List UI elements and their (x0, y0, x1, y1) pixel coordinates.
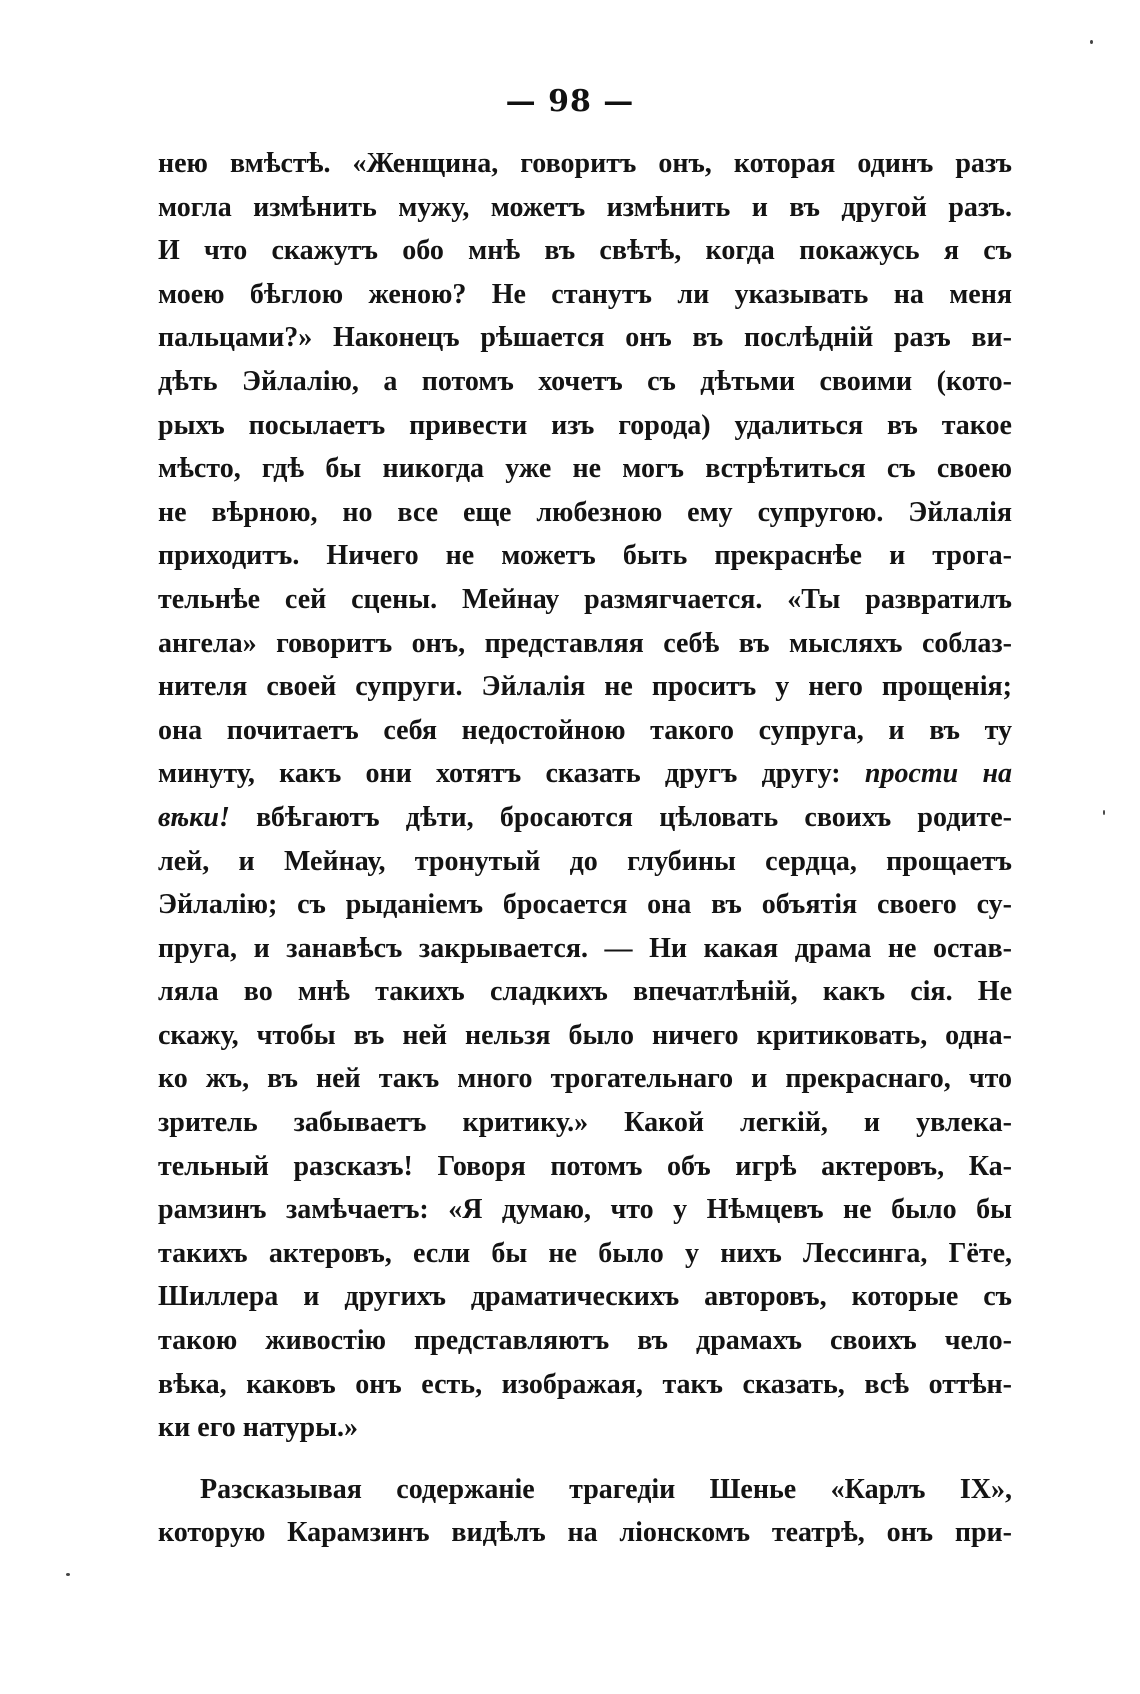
text-line: дѣть Эйлалію, а потомъ хочетъ съ дѣтьми своими (кото- (158, 365, 1012, 397)
text-line: такихъ актеровъ, если бы не было у нихъ Лессинга, Гёте, (158, 1237, 1012, 1269)
text-line: вѣки! вбѣгаютъ дѣти, бросаются цѣловать своихъ родите- (158, 801, 1012, 833)
print-speck (1090, 40, 1093, 44)
text-line: ляла во мнѣ такихъ сладкихъ впечатлѣній, какъ сія. Не (158, 976, 1012, 1008)
text-line: лей, и Мейнау, тронутый до глубины сердца, прощаетъ (158, 845, 1012, 877)
text-line: зритель забываетъ критику.» Какой легкій, и увлека- (158, 1107, 1012, 1139)
text-line: пруга, и занавѣсъ закрывается. — Ни какая драма не остав- (158, 932, 1012, 964)
text-line: Эйлалію; съ рыданіемъ бросается она въ объятія своего су- (158, 889, 1012, 921)
text-line: скажу, чтобы въ ней нельзя было ничего критиковать, одна- (158, 1019, 1012, 1051)
print-speck (1103, 810, 1105, 815)
text-line: нею вмѣстѣ. «Женщина, говоритъ онъ, которая одинъ разъ (158, 148, 1012, 179)
text-line: такою живостію представляютъ въ драмахъ своихъ чело- (158, 1325, 1012, 1357)
text-line: пальцами?» Наконецъ рѣшается онъ въ послѣдній разъ ви- (158, 322, 1012, 354)
text-line: мѣсто, гдѣ бы никогда уже не могъ встрѣтиться съ своею (158, 453, 1012, 485)
print-speck (66, 1573, 70, 1576)
text-line: могла измѣнить мужу, можетъ измѣнить и въ другой разъ. (158, 191, 1012, 223)
text-line: И что скажутъ обо мнѣ въ свѣтѣ, когда покажусь я съ (158, 235, 1012, 267)
text-line: ко жъ, въ ней такъ много трогательнаго и прекраснаго, что (158, 1063, 1012, 1095)
text-line: ангела» говоритъ онъ, представляя себѣ въ мысляхъ соблаз- (158, 627, 1012, 659)
text-line: нителя своей супруги. Эйлалія не проситъ у него прощенія; (158, 671, 1012, 703)
text-line: она почитаетъ себя недостойною такого супруга, и въ ту (158, 714, 1012, 746)
paragraph-first-line: Разсказывая содержаніе трагедіи Шенье «Карлъ IX», (200, 1473, 1012, 1505)
page-number: — 98 — (505, 84, 635, 119)
italic-phrase: прости на (864, 758, 1013, 790)
text-line: рыхъ посылаетъ привести изъ города) удалиться въ такое (158, 409, 1012, 441)
text-line: тельнѣе сей сцены. Мейнау размягчается. «Ты развратилъ (158, 583, 1012, 615)
text-line: минуту, какъ они хотятъ сказать другъ другу: прости на (158, 758, 1013, 790)
text-line: рамзинъ замѣчаетъ: «Я думаю, что у Нѣмцевъ не было бы (158, 1194, 1012, 1226)
text-line: моею бѣглою женою? Не станутъ ли указывать на меня (158, 278, 1012, 310)
paragraph-last-line: ки его натуры.» (158, 1412, 358, 1444)
text-line: тельный разсказъ! Говоря потомъ объ игрѣ актеровъ, Ка- (158, 1150, 1012, 1182)
text-line: приходитъ. Ничего не можетъ быть прекраснѣе и трога- (158, 540, 1012, 572)
text-line: Шиллера и другихъ драматическихъ авторовъ, которые съ (158, 1281, 1012, 1313)
text-line: которую Карамзинъ видѣлъ на ліонскомъ театрѣ, онъ при- (158, 1517, 1012, 1549)
italic-phrase: вѣки! (158, 801, 230, 833)
text-line: вѣка, каковъ онъ есть, изображая, такъ сказать, всѣ оттѣн- (158, 1368, 1012, 1400)
text-line: не вѣрною, но все еще любезною ему супругою. Эйлалія (158, 496, 1012, 528)
body-text (158, 142, 1012, 1555)
